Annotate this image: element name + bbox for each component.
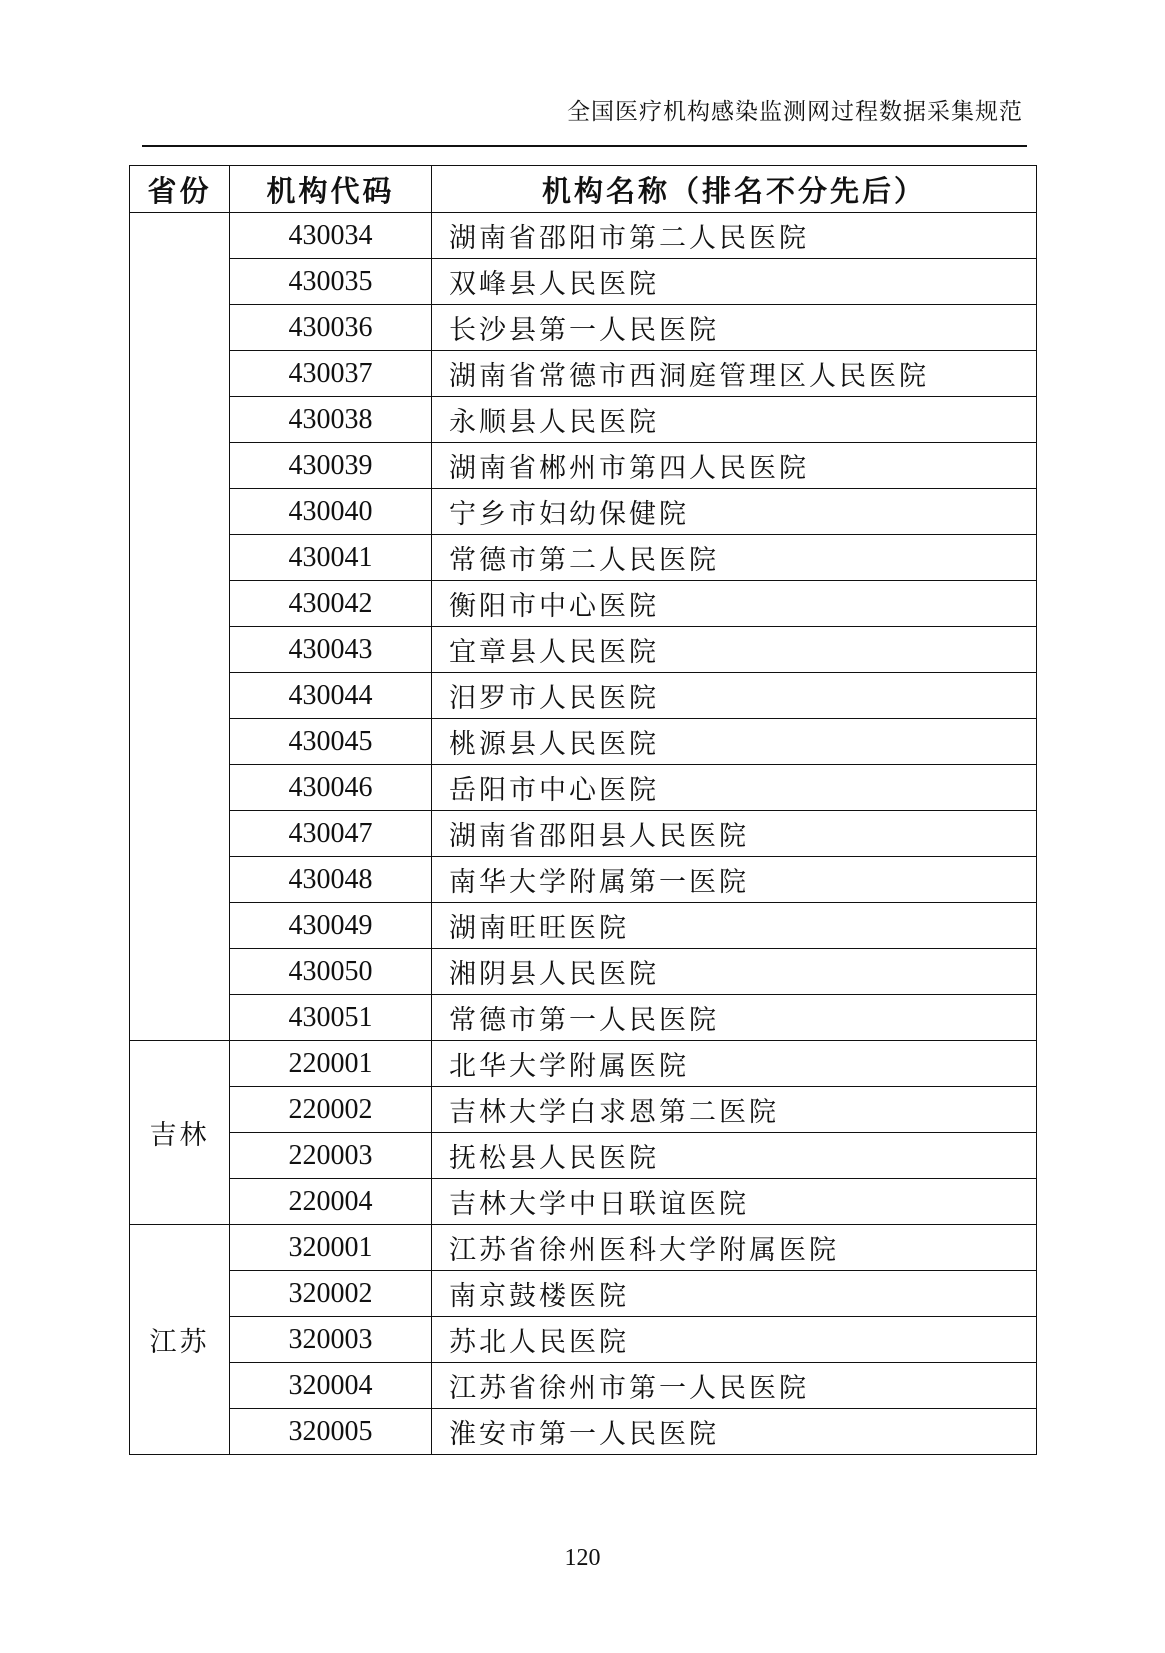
table-row [130, 443, 1037, 489]
institution-name-cell: 吉林大学白求恩第二医院 [432, 1087, 1037, 1133]
institution-name-cell: 湘阴县人民医院 [432, 949, 1037, 995]
page-number: 120 [564, 1545, 601, 1571]
table-row [130, 351, 1037, 397]
institution-name-cell: 湖南省邵阳市第二人民医院 [432, 213, 1037, 259]
institution-code-cell: 430051 [230, 995, 432, 1041]
table-row [130, 1317, 1037, 1363]
institution-code-cell: 430046 [230, 765, 432, 811]
institution-code-cell: 430037 [230, 351, 432, 397]
institution-name-cell: 抚松县人民医院 [432, 1133, 1037, 1179]
institution-name-cell: 常德市第二人民医院 [432, 535, 1037, 581]
table-row [130, 1409, 1037, 1455]
table-row [130, 1179, 1037, 1225]
table-row [130, 535, 1037, 581]
table-row [130, 765, 1037, 811]
table-row [130, 581, 1037, 627]
institution-name-cell: 江苏省徐州市第一人民医院 [432, 1363, 1037, 1409]
institution-code-cell: 220003 [230, 1133, 432, 1179]
institution-name-cell: 宜章县人民医院 [432, 627, 1037, 673]
table-row [130, 1271, 1037, 1317]
institution-table [129, 165, 1037, 1455]
institution-name-cell: 南京鼓楼医院 [432, 1271, 1037, 1317]
institution-name-cell: 永顺县人民医院 [432, 397, 1037, 443]
table-row [130, 811, 1037, 857]
institution-name-cell: 湖南旺旺医院 [432, 903, 1037, 949]
table-row [130, 1133, 1037, 1179]
column-header-name: 机构名称（排名不分先后） [432, 166, 1037, 213]
institution-code-cell: 320003 [230, 1317, 432, 1363]
institution-code-cell: 320004 [230, 1363, 432, 1409]
institution-name-cell: 长沙县第一人民医院 [432, 305, 1037, 351]
province-cell: 江苏 [130, 1225, 230, 1455]
institution-code-cell: 430035 [230, 259, 432, 305]
table-row [130, 857, 1037, 903]
table-row [130, 1225, 1037, 1271]
institution-name-cell: 吉林大学中日联谊医院 [432, 1179, 1037, 1225]
table-row [130, 1087, 1037, 1133]
institution-code-cell: 430049 [230, 903, 432, 949]
institution-name-cell: 湖南省邵阳县人民医院 [432, 811, 1037, 857]
table-header-row [130, 166, 1037, 213]
institution-name-cell: 衡阳市中心医院 [432, 581, 1037, 627]
table-row [130, 1363, 1037, 1409]
running-header: 全国医疗机构感染监测网过程数据采集规范 [567, 99, 1023, 125]
institution-code-cell: 320005 [230, 1409, 432, 1455]
institution-name-cell: 桃源县人民医院 [432, 719, 1037, 765]
institution-code-cell: 220001 [230, 1041, 432, 1087]
institution-name-cell: 岳阳市中心医院 [432, 765, 1037, 811]
table-body [130, 213, 1037, 1455]
province-cell [130, 213, 230, 1041]
table-row [130, 1041, 1037, 1087]
institution-code-cell: 430039 [230, 443, 432, 489]
header-rule [142, 145, 1027, 147]
table-row [130, 995, 1037, 1041]
table-row [130, 259, 1037, 305]
institution-code-cell: 320001 [230, 1225, 432, 1271]
table-row [130, 903, 1037, 949]
institution-name-cell: 常德市第一人民医院 [432, 995, 1037, 1041]
institution-name-cell: 淮安市第一人民医院 [432, 1409, 1037, 1455]
province-cell: 吉林 [130, 1041, 230, 1225]
table-row [130, 213, 1037, 259]
table-row [130, 489, 1037, 535]
institution-name-cell: 湖南省郴州市第四人民医院 [432, 443, 1037, 489]
institution-name-cell: 汨罗市人民医院 [432, 673, 1037, 719]
table-row [130, 305, 1037, 351]
table-row [130, 627, 1037, 673]
institution-code-cell: 430034 [230, 213, 432, 259]
institution-code-cell: 430050 [230, 949, 432, 995]
institution-code-cell: 430043 [230, 627, 432, 673]
institution-name-cell: 湖南省常德市西洞庭管理区人民医院 [432, 351, 1037, 397]
institution-code-cell: 430036 [230, 305, 432, 351]
table-row [130, 397, 1037, 443]
institution-code-cell: 220004 [230, 1179, 432, 1225]
table-row [130, 719, 1037, 765]
institution-code-cell: 430040 [230, 489, 432, 535]
institution-code-cell: 430042 [230, 581, 432, 627]
institution-code-cell: 430038 [230, 397, 432, 443]
institution-code-cell: 430045 [230, 719, 432, 765]
table-row [130, 949, 1037, 995]
column-header-code: 机构代码 [230, 166, 432, 213]
institution-code-cell: 320002 [230, 1271, 432, 1317]
institution-name-cell: 宁乡市妇幼保健院 [432, 489, 1037, 535]
institution-code-cell: 430041 [230, 535, 432, 581]
table-row [130, 673, 1037, 719]
column-header-province: 省份 [130, 166, 230, 213]
institution-code-cell: 430047 [230, 811, 432, 857]
institution-code-cell: 430044 [230, 673, 432, 719]
institution-code-cell: 220002 [230, 1087, 432, 1133]
institution-code-cell: 430048 [230, 857, 432, 903]
institution-name-cell: 南华大学附属第一医院 [432, 857, 1037, 903]
institution-name-cell: 双峰县人民医院 [432, 259, 1037, 305]
institution-name-cell: 江苏省徐州医科大学附属医院 [432, 1225, 1037, 1271]
institution-name-cell: 北华大学附属医院 [432, 1041, 1037, 1087]
institution-name-cell: 苏北人民医院 [432, 1317, 1037, 1363]
